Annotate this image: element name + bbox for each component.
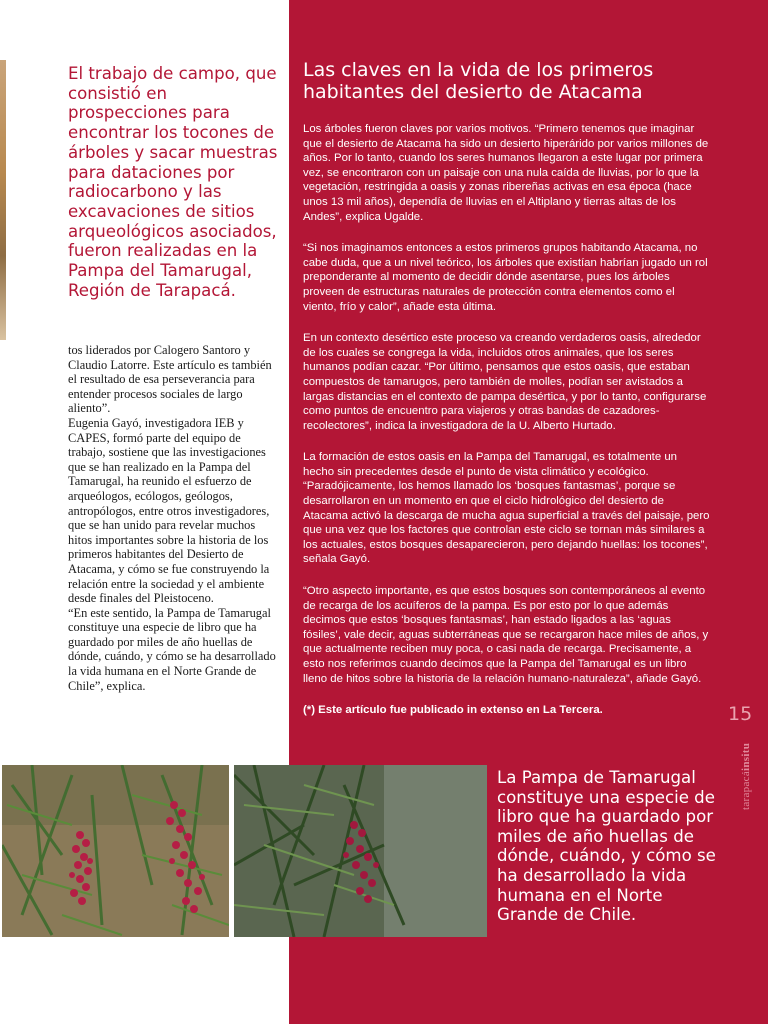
pepper-tree-photo-right	[234, 765, 487, 937]
magazine-name-prefix: tarapacá	[740, 770, 752, 810]
right-paragraph: La formación de estos oasis en la Pampa del Tamarugal, es totalmente un hecho sin precedentes desde el punto de vista climático y ecológico. “Paradójicamente, los hemos llamado los ‘bosques fantasmas’, porque se desarrollaron en un momento en que el ciclo hidrológico del desierto de Atacama activó la descarga de mucha agua superficial a través del paisaje, pero que una vez que los factores que controlan este ciclo se tornan más similares a los actuales, estos bosques desaparecieron, pero dejando huellas: los tocones”, señala Gayó.	[303, 451, 710, 566]
left-column-text	[68, 343, 278, 693]
bottom-quote: La Pampa de Tamarugal constituye una especie de libro que ha guardado por miles de año huellas de dónde, cuándo, y cómo se ha desarrollado la vida humana en el Norte Grande de Chile.	[497, 768, 716, 925]
article-headline: Las claves en la vida de los primeros habitantes del desierto de Atacama	[303, 59, 654, 103]
magazine-name-suffix: insitu	[740, 742, 752, 771]
pull-quote: El trabajo de campo, que consistió en prospecciones para encontrar los tocones de árboles y sacar muestras para dataciones por radiocarbono y las excavaciones de sitios arqueológicos asociados, fueron realizadas en la Pampa del Tamarugal, Región de Tarapacá.	[68, 64, 278, 300]
pepper-tree-photo-left	[2, 765, 229, 937]
magazine-name	[740, 730, 754, 810]
right-column-text	[303, 122, 711, 718]
page-number: 15	[728, 703, 753, 725]
left-paragraph: tos liderados por Calogero Santoro y Claudio Latorre. Este artículo es también el resultado de esa perseverancia para entender procesos sociales de largo aliento”.	[68, 343, 272, 416]
right-paragraph: Los árboles fueron claves por varios motivos. “Primero tenemos que imaginar que el desierto de Atacama ha sido un desierto hiperárido por varios millones de años. Por lo tanto, cuando los seres humanos llegaron a este lugar por primera vez, se encontraron con un paisaje con una nula caída de lluvias, por lo que la vegetación, restringida a oasis y zonas ribereñas activas en esa época (hace unos 13 mil años), dependía de lluvias en el Altiplano y tierras altas de los Andes”, explica Ugalde.	[303, 123, 709, 223]
right-paragraph: En un contexto desértico este proceso va creando verdaderos oasis, alrededor de los cuales se congrega la vida, incluidos otros animales, que los seres humanos podían cazar. “Por último, pensamos que estos oasis, que estaban compuestos de tamarugos, pero también de molles, podían ser avistados a largas distancias en el contexto de pampa desértica, y por lo tanto, configurarse como puntos de encuentro para viajeros y otras bandas de cazadores-recolectores”, indica la investigadora de la U. Alberto Hurtado.	[303, 332, 707, 432]
right-paragraph: “Si nos imaginamos entonces a estos primeros grupos habitando Atacama, no cabe duda, que a un nivel teórico, los árboles que existían habrían jugado un rol preponderante al momento de decidir dónde asentarse, pues los árboles proveen de estructuras naturales de protección contra elementos como el viento, frío y calor”, añade esta última.	[303, 242, 708, 313]
footnote: (*) Este artículo fue publicado in extenso en La Tercera.	[303, 704, 603, 717]
left-paragraph: Eugenia Gayó, investigadora IEB y CAPES, formó parte del equipo de trabajo, sostiene que las investigaciones que se han realizado en la Pampa del Tamarugal, ha reunido el esfuerzo de arqueólogos, ecólogos, geólogos, antropólogos, entre otros investigadores, que se han unido para revelar muchos hitos importantes sobre la historia de los primeros habitantes del Desierto de Atacama, y cómo se fue construyendo la relación entre la sociedad y el ambiente desde finales del Pleistoceno.	[68, 415, 270, 606]
left-paragraph: “En este sentido, la Pampa de Tamarugal constituye una especie de libro que ha guardado por miles de año huellas de dónde, cuándo, y cómo se ha desarrollado la vida humana en el Norte Grande de Chile”, explica.	[68, 605, 276, 693]
right-paragraph: “Otro aspecto importante, es que estos bosques son contemporáneos al evento de recarga de los acuíferos de la pampa. Es por esto por lo que además decimos que estos ‘bosques fantasmas’, han estado ligados a las ‘aguas fósiles’, vale decir, aguas subterráneas que se recargaron hace miles de años, y que actualmente reciben muy poca, o casi nada de recarga. Precisamente, a esto nos referimos cuando decimos que la Pampa del Tamarugal es un libro lleno de hitos sobre la historia de la relación humano-naturaleza”, añade Gayó.	[303, 585, 709, 685]
photo-edge-strip	[0, 60, 6, 340]
